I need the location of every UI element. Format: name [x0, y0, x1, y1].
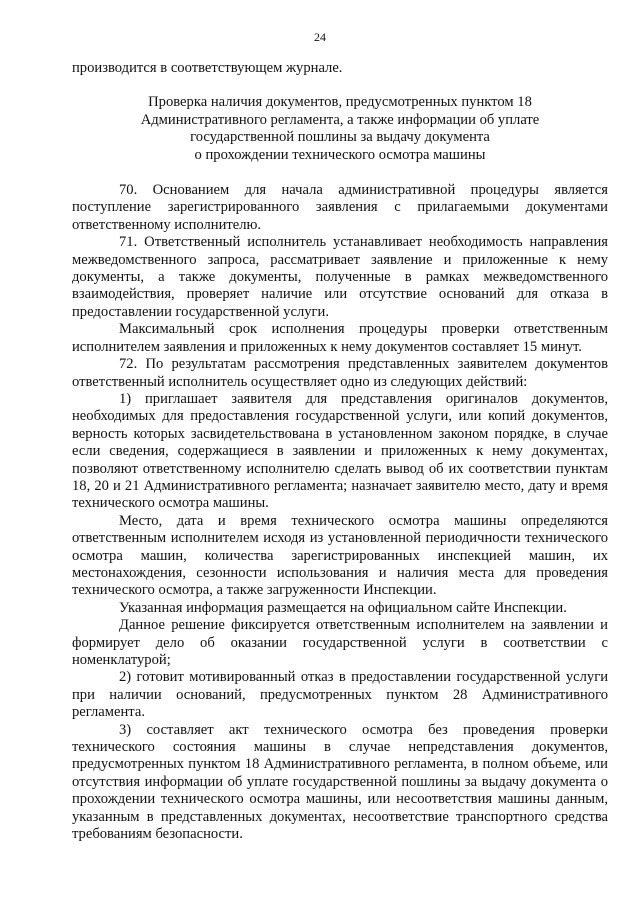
section-heading: [72, 94, 608, 164]
page-content: [72, 60, 608, 843]
paragraph-71: 71. Ответственный исполнитель устанавливает необходимость направления межведомственного запроса, рассматривает заявление и приложенные к нему документы, а также документы, полученные в рамках межведомственного взаимодействия, проверяет наличие или отсутствие оснований для отказа в предоставлении государственной услуги.: [72, 234, 608, 320]
paragraph-website-info: Указанная информация размещается на официальном сайте Инспекции.: [119, 599, 567, 616]
paragraph-decision: Данное решение фиксируется ответственным исполнителем на заявлении и формирует дело об оказании государственной услуги в соответствии с номенклатурой;: [72, 617, 608, 668]
heading-line: государственной пошлины за выдачу документа: [190, 129, 490, 146]
page-number: 24: [314, 30, 326, 44]
heading-line: Административного регламента, а также информации об уплате: [140, 111, 540, 128]
paragraph-72-item-1: 1) приглашает заявителя для представления оригиналов документов, необходимых для предоставления государственной услуги, или копий документов, верность которых засвидетельствована в установленном законом порядке, в случае если сведения, содержащиеся в заявлении и приложенных к нему документах, позволяют ответственному исполнителю сделать вывод об их соответствии пунктам 18, 20 и 21 Административного регламента; назначает заявителю место, дату и время технического осмотра машины.: [72, 390, 608, 512]
paragraph-max-time: Максимальный срок исполнения процедуры проверки ответственным исполнителем заявления и приложенных к нему документов составляет 15 минут.: [72, 321, 608, 355]
paragraph-72-item-2: 2) готовит мотивированный отказ в предоставлении государственной услуги при наличии оснований, предусмотренных пунктом 28 Административного регламента.: [72, 669, 608, 721]
paragraph-place-date: Место, дата и время технического осмотра машины определяются ответственным исполнителем исходя из установленной периодичности технического осмотра машин, количества зарегистрированных инспекцией машин, их местонахождения, сезонности использования и наличия места для проведения технического осмотра, а также загруженности Инспекции.: [72, 512, 608, 599]
paragraph-70: 70. Основанием для начала административной процедуры является поступление зарегистрированного заявления с прилагаемыми документами ответственному исполнителю.: [72, 182, 608, 233]
intro-line: производится в соответствующем журнале.: [72, 60, 343, 76]
paragraph-72-item-3: 3) составляет акт технического осмотра без проведения проверки технического состояния машины в случае непредставления документов, предусмотренных пунктом 18 Административного регламента, в полном объеме, или отсутствия информации об уплате государственной пошлины за выдачу документа о прохождении технического осмотра машины, или несоответствия машины данным, указанным в представленных документах, несоответствие транспортного средства требованиям безопасности.: [72, 721, 608, 843]
heading-line: Проверка наличия документов, предусмотренных пунктом 18: [148, 94, 532, 111]
paragraph-72: 72. По результатам рассмотрения представленных заявителем документов ответственный исполнитель осуществляет одно из следующих действий:: [72, 356, 608, 390]
heading-line: о прохождении технического осмотра машины: [194, 146, 486, 163]
